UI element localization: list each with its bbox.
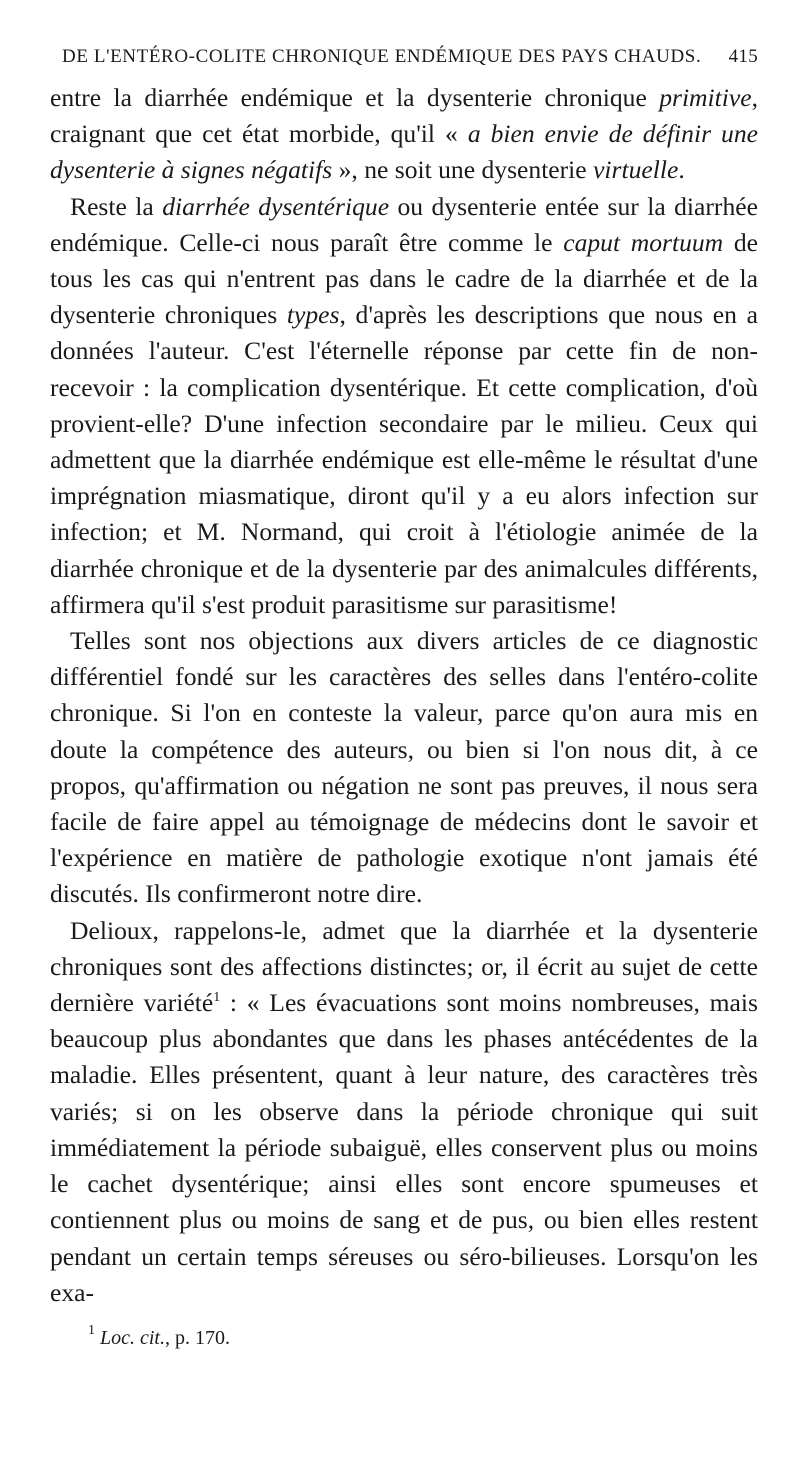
text-run: Delioux, rappelons-le, admet que la diarrhée et la dysenterie chroniques sont des affections distinctes; or, il écrit au sujet de cette dernière variété [50,915,758,1018]
paragraph-p2 [50,189,758,623]
italic-text: diarrhée dysentérique [162,191,390,221]
text-run: : « Les évacuations sont moins nombreuses, mais beaucoup plus abondantes que dans les phases antécédentes de la maladie. Elles présentent, quant à leur nature, des caractères très variés; si on les observe dans la période chronique qui suit immédiatement la période subaiguë, elles conservent plus ou moins le cachet dysentérique; ainsi elles sont encore spumeuses et contiennent plus ou moins de sang et de pus, ou bien elles restent pendant un certain temps séreuses ou séro-bilieuses. Lorsqu'on les exa- [50,988,758,1307]
page-number: 415 [728,46,758,67]
paragraph-p3 [50,623,758,913]
footnote-page-ref: , p. 170. [165,1327,230,1349]
italic-text: a bien envie de définir une dysenterie à signes négatifs [50,119,758,185]
italic-text: caput mortuum [563,227,724,257]
footnote [88,1323,230,1350]
text-run: entre la diarrhée endémique et la dysenterie chronique [50,83,660,112]
text-run: , d'après les descriptions que nous en a données l'auteur. C'est l'éternelle réponse par cette fin de non-recevoir : la complication dysentérique. Et cette complication, d'où provient-elle? D'une infection secondaire par le milieu. Ceux qui admettent que la diarrhée endémique est elle-même le résultat d'une imprégnation miasmatique, diront qu'il y a eu alors infection sur infection; et M. Normand, qui croit à l'étiologie animée de la diarrhée chronique et de la dysenterie par des animalcules différents, affirmera qu'il s'est produit parasitisme sur parasitisme! [50,300,758,619]
text-run: Telles sont nos objections aux divers articles de ce diagnostic différentiel fondé sur les caractères des selles dans l'entéro-colite chronique. Si l'on en conteste la valeur, parce qu'on aura mis en doute la compétence des auteurs, ou bien si l'on nous dit, à ce propos, qu'affirmation ou négation ne sont pas preuves, il nous sera facile de faire appel au témoignage de médecins dont le savoir et l'expérience en matière de pathologie exotique n'ont jamais été discutés. Ils confirmeront notre dire. [50,626,758,909]
italic-text: primitive [659,83,752,112]
footnote-source: Loc. cit. [100,1327,165,1349]
text-run: , craignant que cet état morbide, qu'il « [50,83,758,149]
italic-text: virtuelle [593,155,679,185]
running-header [50,46,758,78]
text-run: », ne soit une dysenterie [332,155,594,185]
body-text [50,80,758,1311]
text-run: . [678,155,685,185]
paragraph-p4 [50,913,758,1311]
footnote-reference: 1 [213,990,221,1006]
running-title: DE L'ENTÉRO-COLITE CHRONIQUE ENDÉMIQUE DES PAYS CHAUDS. [62,46,702,67]
italic-text: types [286,300,340,330]
text-run: Reste la [70,191,163,221]
page [50,46,758,1311]
paragraph-p1 [50,80,758,189]
footnote-marker: 1 [88,1323,95,1338]
text-run: ou dysenterie entée sur la diarrhée endémique. Celle-ci nous paraît être comme le [50,191,758,257]
text-run: de tous les cas qui n'entrent pas dans le cadre de la diarrhée et de la dysenterie chroniques [50,227,759,330]
